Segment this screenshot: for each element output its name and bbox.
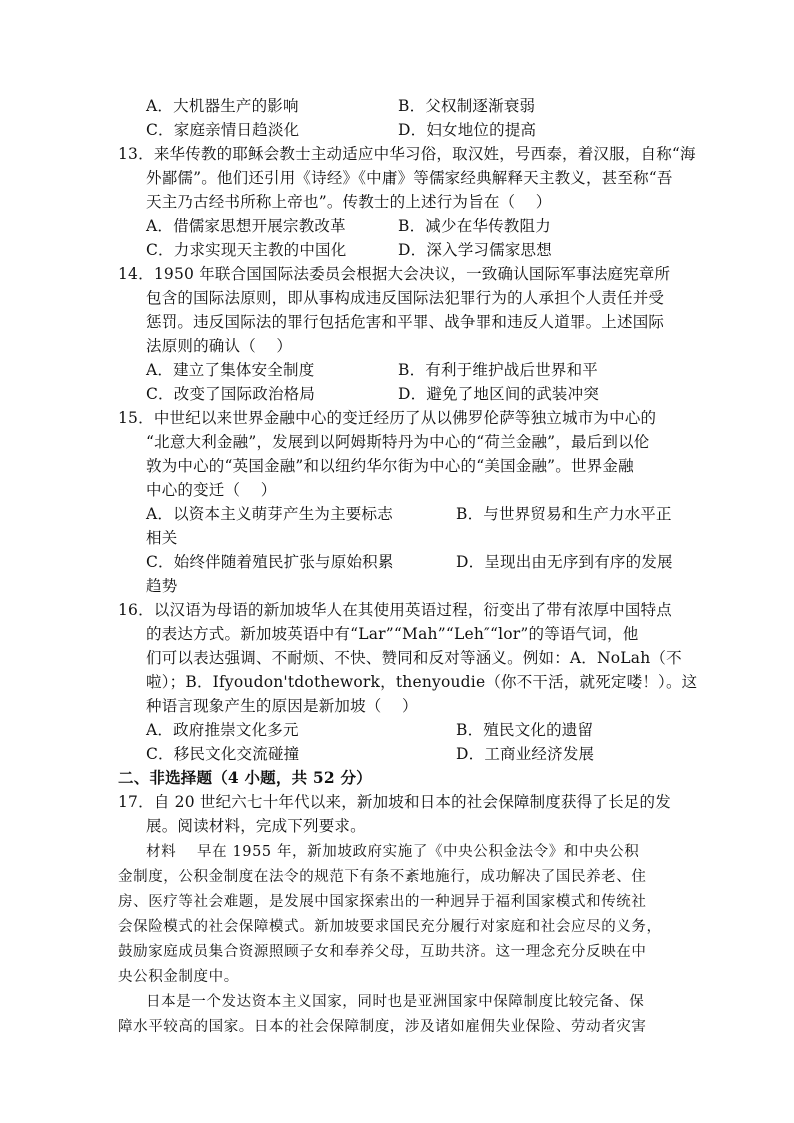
q16-option-d: D．工商业经济发展 — [456, 745, 595, 763]
q15-option-a: A．以资本主义萌芽产生为主要标志 — [146, 505, 393, 523]
q17-stem-line: 展。阅读材料，完成下列要求。 — [146, 817, 366, 835]
q15-option-d: D．呈现出由无序到有序的发展 — [456, 553, 673, 571]
q16-stem-line: 种语言现象产生的原因是新加坡（ ） — [146, 697, 418, 715]
q17-material-line: 材料 早在 1955 年，新加坡政府实施了《中央公积金法令》和中央公积 — [146, 844, 640, 860]
q15-stem-line: 中心的变迁（ ） — [146, 481, 277, 499]
q13-option-a: A．借儒家思想开展宗教改革 — [146, 217, 346, 235]
q17-stem-line: 17．自 20 世纪六七十年代以来，新加坡和日本的社会保障制度获得了长足的发 — [118, 793, 671, 811]
q16-stem-line: 的表达方式。新加坡英语中有“Lar”“Mah”“Leh″“lor”的等语气词，他 — [146, 625, 639, 643]
q13-stem-line: 天主乃古经书所称上帝也”。传教士的上述行为旨在（ ） — [146, 193, 552, 211]
q13-stem-line: 13．来华传教的耶稣会教士主动适应中华习俗，取汉姓，号西泰，着汉服，自称“海 — [118, 145, 696, 163]
q13-option-b: B．减少在华传教阻力 — [398, 217, 551, 235]
q14-stem-line: 包含的国际法原则，即从事构成违反国际法犯罪行为的人承担个人责任并受 — [146, 289, 665, 307]
q16-stem-line: 们可以表达强调、不耐烦、不快、赞同和反对等涵义。例如：A．NoLah（不 — [146, 649, 682, 667]
q14-option-b: B．有利于维护战后世界和平 — [398, 361, 598, 379]
q14-stem-line: 14．1950 年联合国国际法委员会根据大会决议，一致确认国际军事法庭宪章所 — [118, 265, 671, 283]
q13-option-c: C．力求实现天主教的中国化 — [146, 241, 347, 259]
q17-material-line: 障水平较高的国家。日本的社会保障制度，涉及诸如雇佣失业保险、劳动者灾害 — [118, 1019, 647, 1035]
q12-option-d: D．妇女地位的提高 — [398, 121, 537, 139]
q17-material-line: 会保险模式的社会保障模式。新加坡要求国民充分履行对家庭和社会应尽的义务， — [118, 919, 662, 935]
q14-option-d: D．避免了地区间的武装冲突 — [398, 385, 600, 403]
section-heading: 二、非选择题（4 小题，共 52 分） — [118, 768, 372, 787]
q17-material-line: 鼓励家庭成员集合资源照顾子女和奉养父母，互助共济。这一理念充分反映在中 — [118, 944, 647, 960]
q14-stem-line: 惩罚。违反国际法的罪行包括危害和平罪、战争罪和违反人道罪。上述国际 — [146, 313, 665, 331]
q16-option-b: B．殖民文化的遗留 — [456, 721, 594, 739]
q17-material-line: 日本是一个发达资本主义国家，同时也是亚洲国家中保障制度比较完备、保 — [146, 994, 645, 1010]
q15-option-b: B．与世界贸易和生产力水平正 — [456, 505, 672, 523]
q17-material-line: 房、医疗等社会难题，是发展中国家探索出的一种迥异于福利国家模式和传统社 — [118, 894, 647, 910]
q17-material-line: 央公积金制度中。 — [118, 969, 239, 985]
q14-stem-line: 法原则的确认（ ） — [146, 337, 293, 355]
q14-option-c: C．改变了国际政治格局 — [146, 385, 316, 403]
q13-option-d: D．深入学习儒家思想 — [398, 241, 552, 259]
q17-material-line: 金制度，公积金制度在法令的规范下有条不紊地施行，成功解决了国民养老、住 — [118, 869, 647, 885]
q15-stem-line: “北意大利金融”，发展到以阿姆斯特丹为中心的“荷兰金融”，最后到以伦 — [146, 433, 650, 451]
q15-stem-line: 15．中世纪以来世界金融中心的变迁经历了从以佛罗伦萨等独立城市为中心的 — [118, 409, 657, 427]
q12-option-c: C．家庭亲情日趋淡化 — [146, 121, 300, 139]
q15-option-d-continued: 趋势 — [146, 577, 178, 595]
q16-option-a: A．政府推崇文化多元 — [146, 721, 299, 739]
q12-option-b: B．父权制逐渐衰弱 — [398, 97, 536, 115]
q15-stem-line: 敦为中心的“英国金融”和以纽约华尔街为中心的“美国金融”。世界金融 — [146, 457, 634, 475]
q12-option-a: A．大机器生产的影响 — [146, 97, 299, 115]
q16-option-c: C．移民文化交流碰撞 — [146, 745, 300, 763]
q14-option-a: A．建立了集体安全制度 — [146, 361, 315, 379]
q15-option-c: C．始终伴随着殖民扩张与原始积累 — [146, 553, 394, 571]
q16-stem-line: 16．以汉语为母语的新加坡华人在其使用英语过程，衍变出了带有浓厚中国特点 — [118, 601, 672, 619]
q13-stem-line: 外鄙儒”。他们还引用《诗经》《中庸》等儒家经典解释天主教义，甚至称“吾 — [146, 169, 673, 187]
q16-stem-line: 啦）；B．Ifyoudon'tdothework，thenyoudie（你不干活，就死定喽！）。这 — [146, 673, 698, 691]
q15-option-b-continued: 相关 — [146, 529, 178, 547]
